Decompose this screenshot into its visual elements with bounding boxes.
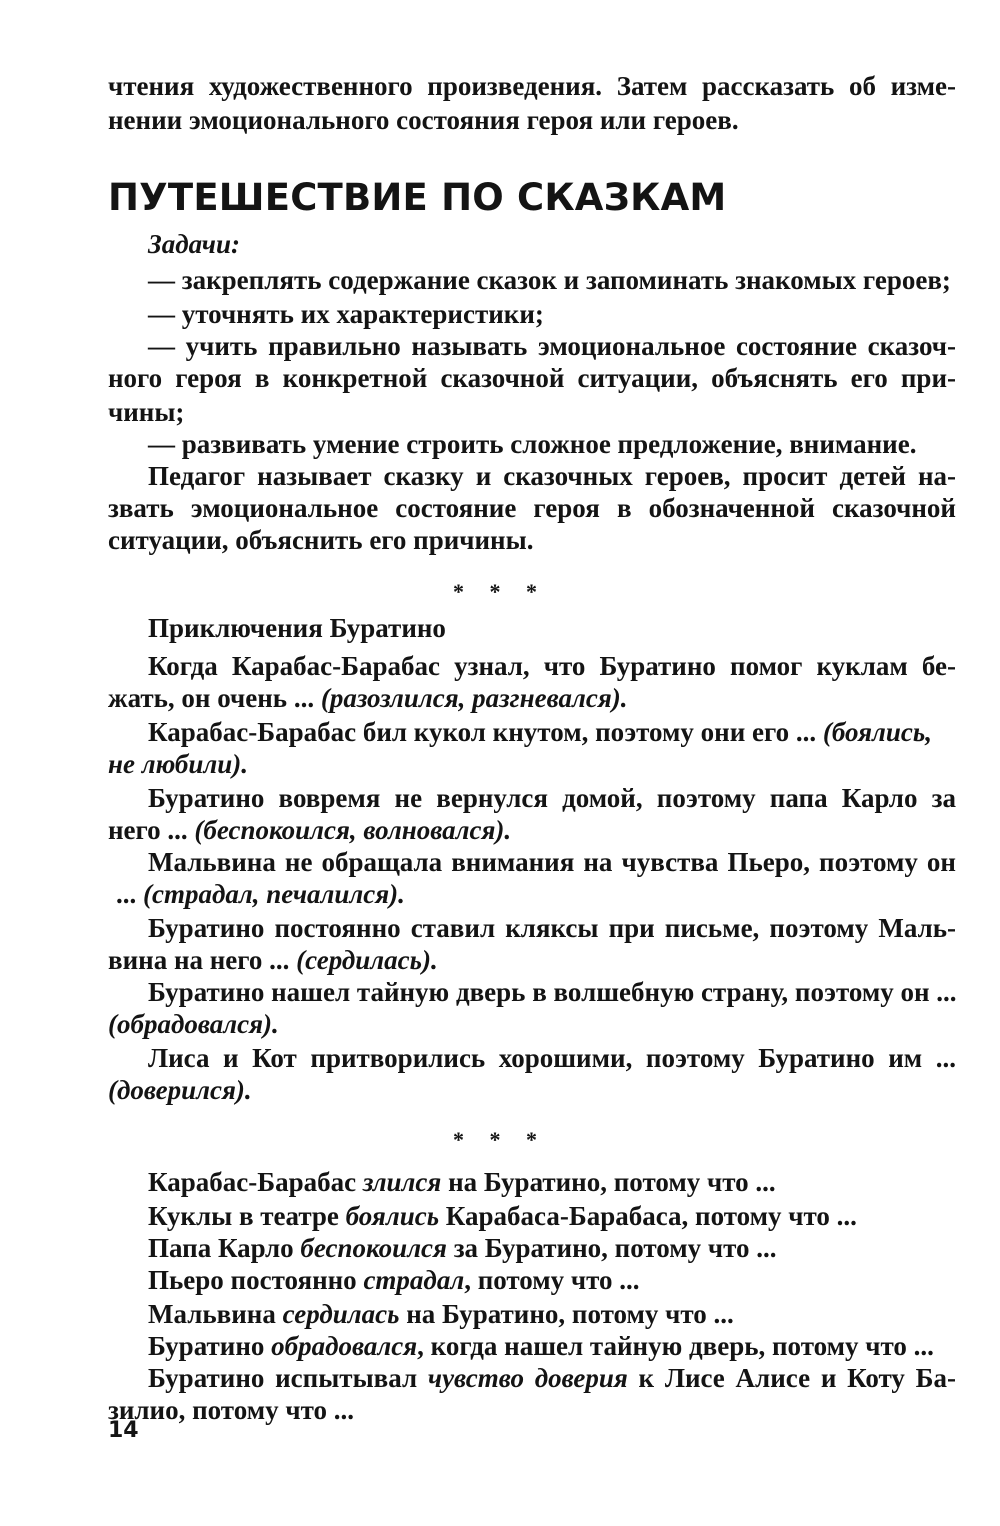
story-text: жать, он очень ... <box>108 683 321 713</box>
page-number: 14 <box>108 1418 139 1443</box>
story-line <box>148 716 956 748</box>
question-emotion: обрадовался <box>271 1331 418 1361</box>
question-text: Куклы в театре <box>148 1201 346 1231</box>
story-text: него ... <box>108 815 195 845</box>
question-text: Карабас-Барабас <box>148 1167 363 1197</box>
question-text: , когда нашел тайную дверь, потому что ... <box>417 1331 934 1361</box>
section-separator: * * * <box>453 1127 547 1152</box>
description-line: ситуации, объяснить его причины. <box>108 525 534 555</box>
question-text: Карабаса-Барабаса, потому что ... <box>439 1201 857 1231</box>
story-line: Буратино постоянно ставил кляксы при письме, поэтому Маль- <box>148 913 956 943</box>
story-answer: (боялись, <box>822 717 932 747</box>
story-answer: (беспокоился, волновался). <box>194 815 512 845</box>
question-line <box>148 1298 956 1330</box>
story-line: Буратино нашел тайную дверь в волшебную страну, поэтому он ... <box>148 977 957 1007</box>
question-emotion: злился <box>362 1167 442 1197</box>
description-line: звать эмоциональное состояние героя в обозначенной сказочной <box>108 493 956 523</box>
section-separator: * * * <box>453 579 547 604</box>
story-answer: (доверился). <box>108 1075 252 1105</box>
task-line: чины; <box>108 397 185 427</box>
story-line <box>108 944 956 976</box>
question-line <box>148 1200 956 1232</box>
story-answer: (обрадовался). <box>108 1009 279 1039</box>
story-line: Лиса и Кот притворились хорошими, поэтому Буратино им ... <box>148 1043 956 1073</box>
story-title: Приключения Буратино <box>148 613 446 643</box>
story-line <box>108 682 956 714</box>
question-line <box>148 1232 956 1264</box>
question-line: зилио, потому что ... <box>108 1395 354 1425</box>
question-text: , потому что ... <box>464 1265 640 1295</box>
question-emotion: боялись <box>345 1201 440 1231</box>
question-line <box>148 1362 956 1394</box>
question-emotion: чувство доверия <box>427 1363 628 1393</box>
question-line <box>148 1330 956 1362</box>
task-line: — уточнять их характеристики; <box>148 299 544 329</box>
story-line: Когда Карабас-Барабас узнал, что Буратино помог куклам бе- <box>148 651 956 681</box>
story-answer: не любили). <box>108 749 249 779</box>
story-line: Буратино вовремя не вернулся домой, поэтому папа Карло за <box>148 783 956 813</box>
story-line <box>116 878 964 910</box>
question-text: на Буратино, потому что ... <box>441 1167 776 1197</box>
tasks-label: Задачи: <box>148 229 240 259</box>
question-emotion: сердилась <box>282 1299 400 1329</box>
question-text: Буратино испытывал <box>148 1363 428 1393</box>
question-text: Буратино <box>148 1331 272 1361</box>
task-line: ного героя в конкретной сказочной ситуации, объяснять его при- <box>108 363 956 393</box>
task-line: — учить правильно называть эмоциональное состояние сказоч- <box>148 331 956 361</box>
question-text: к Лисе Алисе и Коту Ба- <box>627 1363 957 1393</box>
intro-line-1: чтения художественного произведения. Затем рассказать об изме- <box>108 71 956 101</box>
question-text: Пьеро постоянно <box>148 1265 364 1295</box>
story-text: вина на него ... <box>108 945 297 975</box>
task-line: — развивать умение строить сложное предложение, внимание. <box>148 429 917 459</box>
story-line: Мальвина не обращала внимания на чувства Пьеро, поэтому он <box>148 847 956 877</box>
story-text: Карабас-Барабас бил кукол кнутом, поэтому они его ... <box>148 717 823 747</box>
story-answer: (разозлился, разгневался). <box>320 683 628 713</box>
story-answer: (сердилась). <box>296 945 438 975</box>
task-line: — закреплять содержание сказок и запоминать знакомых героев; <box>148 265 951 295</box>
question-text: Папа Карло <box>148 1233 301 1263</box>
section-title: ПУТЕШЕСТВИЕ ПО СКАЗКАМ <box>108 176 727 219</box>
question-text: Мальвина <box>148 1299 283 1329</box>
question-line <box>148 1166 956 1198</box>
question-emotion: беспокоился <box>300 1233 447 1263</box>
story-text: ... <box>116 879 143 909</box>
description-line: Педагог называет сказку и сказочных героев, просит детей на- <box>148 461 956 491</box>
question-emotion: страдал <box>363 1265 465 1295</box>
intro-line-2: нении эмоционального состояния героя или героев. <box>108 105 739 135</box>
question-line <box>148 1264 956 1296</box>
story-line <box>108 814 956 846</box>
question-text: на Буратино, потому что ... <box>399 1299 734 1329</box>
story-answer: (страдал, печалился). <box>143 879 405 909</box>
question-text: за Буратино, потому что ... <box>446 1233 777 1263</box>
